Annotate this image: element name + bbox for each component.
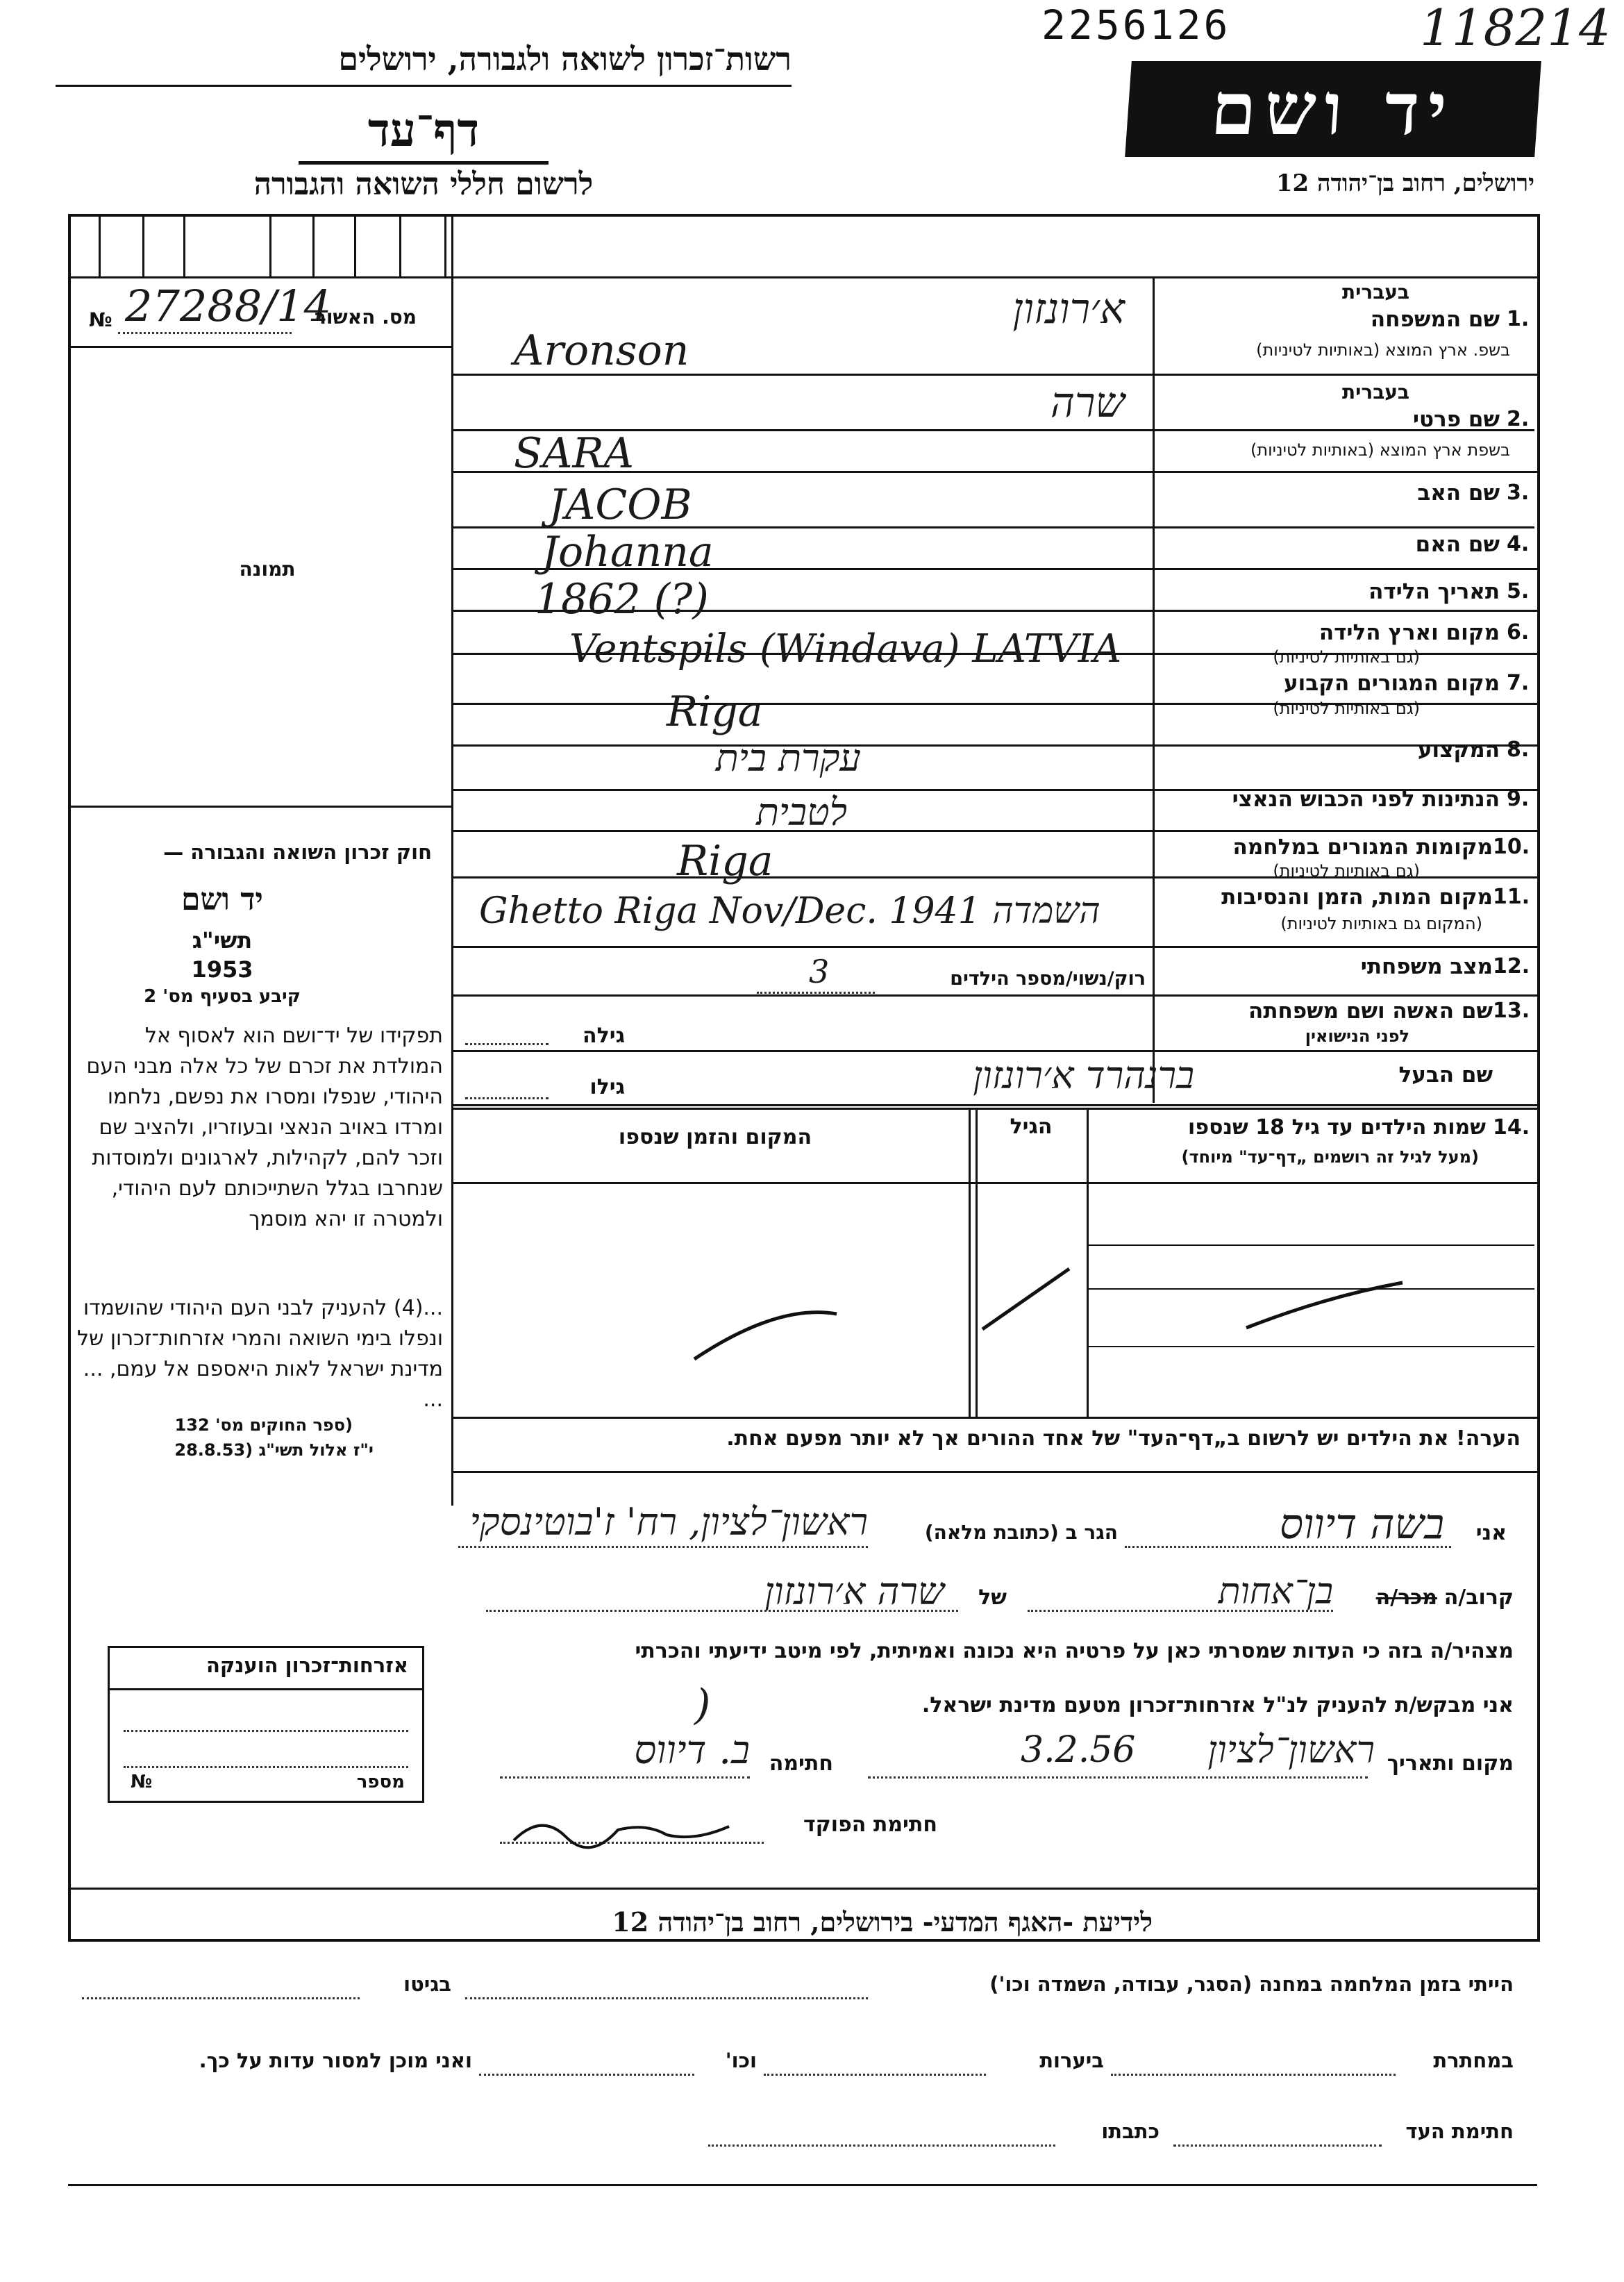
footer-line1-b: בגיטו xyxy=(403,1972,451,1996)
field-9-label: הנתינות לפני הכבוש הנאצי xyxy=(1232,787,1500,812)
children-title: שמות הילדים עד גיל 18 שנספו xyxy=(1188,1115,1486,1140)
footer-rule xyxy=(68,1888,1537,1890)
row-rule xyxy=(451,1104,1537,1106)
field-5-value: 1862 (?) xyxy=(535,575,709,624)
memorial-box-title: אזרחות־זכרון הוענקה xyxy=(206,1654,408,1677)
memorial-box-rule xyxy=(110,1688,422,1690)
officer-signature xyxy=(500,1799,764,1861)
decl-request: אני מבקש/ת להעניק לנ"ל אזרחות־זכרון מטעם מדינת ישראל. xyxy=(921,1693,1514,1717)
law-section: קיבע בסעיף מס' 2 xyxy=(144,986,301,1007)
footer-dots xyxy=(1173,2144,1382,2147)
field-8-label: המקצוע xyxy=(1417,738,1500,763)
handwritten-number: 118214 xyxy=(1420,0,1611,57)
decl-date-value: 3.2.56 xyxy=(1021,1729,1136,1771)
law-text: תפקידו של יד־ושם הוא לאסוף אל המולדת את זכרם של כל אלה מבני העם היהודי, שנפלו ומסרו את נפשם, נלחמו ומרדו באויב הנאצי ובעוזריו, ולהציב שם וזכר להם, לקהילות, לארגונים ולמוסדות שנחרבו בגלל השתייכותם לעם היהודי, ולמטרה זו יהא מוסמך xyxy=(86,1024,443,1231)
field-3-number: 3. xyxy=(1507,481,1530,505)
field-2-value-latin: SARA xyxy=(514,429,634,478)
field-6-number: 6. xyxy=(1507,620,1530,644)
footer-dots xyxy=(465,1997,868,1999)
law-title: חוק זכרון השואה והגבורה — xyxy=(163,840,432,864)
decl-i-value: בשה דיווס xyxy=(1279,1500,1444,1549)
decl-place-date-label: מקום ותאריך xyxy=(1387,1751,1514,1776)
footer-line2-b: ביערות xyxy=(1039,2049,1104,2072)
field-13-number: 13. xyxy=(1493,999,1530,1023)
law-ref-2: י"ז אלול תשי"ג (28.8.53 xyxy=(174,1440,374,1460)
footer-title: לידיעת -האגף המדעי- בירושלים, רחוב בן־יהודה 12 xyxy=(612,1906,1153,1938)
footer-line2-a: במחתרת xyxy=(1433,2049,1514,2072)
husband-age-dots xyxy=(465,1097,549,1099)
field-11-number: 11. xyxy=(1493,885,1530,909)
decl-of-label: של xyxy=(978,1585,1007,1610)
bottom-rule xyxy=(68,2184,1537,2186)
label-column-divider xyxy=(1153,276,1155,1103)
approval-value: 27288/14 xyxy=(125,281,332,331)
decl-of-value: שרה א׳רונזון xyxy=(764,1569,944,1613)
memorial-dots xyxy=(124,1730,408,1732)
header-rule xyxy=(56,85,792,87)
footer-line3-b: כתבתו xyxy=(1101,2119,1160,2143)
field-9-number: 9. xyxy=(1507,787,1530,811)
note: הערה! את הילדים יש לרשום ב„דף־העד" של אחד ההורים אך לא יותר מפעם אחת. xyxy=(726,1426,1521,1451)
field-2-number: 2. xyxy=(1507,407,1530,431)
children-subtitle: (מעל לגיל זה רושמים „דף־עד" מיוחד) xyxy=(1181,1147,1479,1167)
field-13-hint: לפני הנישואין xyxy=(1305,1026,1409,1046)
approval-label: מס. האשור xyxy=(315,306,417,328)
law-year: 1953 xyxy=(191,956,253,983)
field-1-value-hebrew: א׳רונזון xyxy=(1012,285,1125,333)
footer-line3-a: חתימת העד xyxy=(1405,2119,1514,2143)
field-4-label: שם האם xyxy=(1415,532,1500,557)
memorial-dots xyxy=(124,1766,408,1768)
decl-relative-struck: מכר/ה xyxy=(1375,1585,1437,1610)
top-cell-div xyxy=(399,214,401,276)
husband-age-label: גילו xyxy=(589,1075,625,1099)
top-cell-div xyxy=(99,214,101,276)
husband-label: שם הבעל xyxy=(1398,1063,1493,1088)
footer-line1-a: הייתי בזמן המלחמה במחנה (הסגר, עבודה, השמדה וכו') xyxy=(989,1972,1514,1996)
serial-number: 2256126 xyxy=(1041,1,1231,49)
approval-dots xyxy=(118,332,292,334)
row-rule xyxy=(451,1050,1537,1052)
field-1-value-latin: Aronson xyxy=(514,326,689,375)
children-header-top xyxy=(451,1108,1537,1110)
husband-value: ברנהרד א׳רונזון xyxy=(973,1053,1194,1097)
law-text-2: ...(4) להעניק לבני העם היהודי שהושמדו ונפלו בימי השואה והמרי אזרחות־זכרון של מדינת ישראל לאות היאספם אל עמם, ... ... xyxy=(77,1296,443,1412)
field-1-hint: בשפ. ארץ המוצא (באותיות לטיניות) xyxy=(1256,340,1510,360)
logo-text: יד ושם xyxy=(1208,66,1458,151)
wife-age-label: גילה xyxy=(583,1024,625,1048)
field-11-value: Ghetto Riga Nov/Dec. 1941 השמדה xyxy=(479,890,1100,932)
field-6-value: Ventspils (Windava) LATVIA xyxy=(569,626,1122,672)
top-cell-div xyxy=(312,214,315,276)
footer-line2-c: וכו' xyxy=(725,2049,757,2072)
row-rule xyxy=(451,946,1537,948)
header-address: ירושלים, רחוב בן־יהודה 12 xyxy=(1275,169,1534,197)
field-12-inline-label: רוק/נשוי/מספר הילדים xyxy=(950,968,1146,990)
approval-no-mark: № xyxy=(89,308,112,331)
children-col-place: המקום והזמן שנספו xyxy=(618,1125,812,1149)
field-4-number: 4. xyxy=(1507,532,1530,556)
decl-relative-label: קרוב/ה xyxy=(1443,1585,1514,1610)
decl-request-mark: ) xyxy=(694,1681,711,1729)
field-7-number: 7. xyxy=(1507,671,1530,695)
title-rule xyxy=(299,161,549,165)
decl-statement: מצהיר/ה בזה כי העדות שמסרתי כאן על פרטיה היא נכונה ואמיתית, לפי מיטב ידיעתי והכרתי xyxy=(635,1639,1514,1663)
law-year-hebrew: תשי"ג xyxy=(192,927,253,953)
memorial-box xyxy=(108,1646,424,1803)
field-11-label: מקום המות, הזמן והנסיבות xyxy=(1221,885,1493,910)
footer-dots xyxy=(479,2074,694,2076)
footer-line2-d: ואני מוכן למסור עדות על כך. xyxy=(199,2049,472,2072)
field-5-label: תאריך הלידה xyxy=(1368,579,1500,604)
field-11-hint: (המקום גם באותיות לטיניות) xyxy=(1280,914,1482,933)
field-12-value: 3 xyxy=(809,953,830,990)
field-6-hint: (גם באותיות לטיניות) xyxy=(1273,647,1420,667)
footer-dots xyxy=(708,2144,1055,2147)
decl-residing-value: ראשון־לציון, רח' ז'בוטינסקי xyxy=(469,1500,868,1544)
decl-i-label: אני xyxy=(1475,1521,1507,1545)
memorial-number-label: מספר xyxy=(356,1772,405,1792)
footer-dots xyxy=(82,1997,360,1999)
form-subtitle: לרשום חללי השואה והגבורה xyxy=(253,167,594,202)
field-12-dots xyxy=(757,992,875,994)
field-1-label: שם המשפחה xyxy=(1370,307,1500,332)
field-5-number: 5. xyxy=(1507,579,1530,603)
law-name: יד ושם xyxy=(181,882,263,917)
photo-label: תמונה xyxy=(239,558,296,581)
field-10-label: מקומות המגורים במלחמה xyxy=(1232,835,1493,860)
field-6-label: מקום וארץ הלידה xyxy=(1319,620,1500,645)
law-ref-1: (ספר החוקים מס' 132 xyxy=(174,1415,353,1435)
row-rule xyxy=(451,994,1537,997)
field-3-value: JACOB xyxy=(549,481,692,529)
decl-relation-value: בן־אחות xyxy=(1218,1571,1333,1613)
field-8-number: 8. xyxy=(1507,738,1530,762)
decl-signature-value: ב. דיווס xyxy=(634,1728,750,1773)
row-rule xyxy=(451,830,1537,832)
top-cell-div xyxy=(183,214,185,276)
children-cancel-strokes xyxy=(451,1182,1534,1417)
top-cell-div xyxy=(142,214,144,276)
field-2-hint-top: בעברית xyxy=(1341,381,1409,403)
decl-relation-dots xyxy=(1028,1610,1333,1612)
field-10-value: Riga xyxy=(677,837,773,885)
field-2-label: שם פרטי xyxy=(1412,407,1500,432)
field-12-label: מצב משפחתי xyxy=(1360,954,1493,979)
children-number: 14. xyxy=(1493,1115,1530,1140)
decl-of-dots xyxy=(486,1610,958,1612)
field-4-value: Johanna xyxy=(542,528,714,576)
top-row-bottom xyxy=(68,276,1537,278)
field-1-hint-top: בעברית xyxy=(1341,281,1409,303)
footer-dots xyxy=(764,2074,986,2076)
photo-rule xyxy=(68,806,451,808)
decl-place-dots xyxy=(868,1776,1368,1779)
decl-signature-label: חתימה xyxy=(769,1751,833,1776)
field-9-value: לטבית xyxy=(756,790,847,834)
authority-name: רשות־זכרון לשואה ולגבורה, ירושלים xyxy=(338,40,792,78)
field-1-number: 1. xyxy=(1507,307,1530,331)
decl-officer-label: חתימת הפוקד xyxy=(803,1813,937,1837)
field-2-hint: בשפת ארץ המוצא (באותיות לטיניות) xyxy=(1250,440,1510,460)
form-title: דף־עד xyxy=(367,103,480,157)
decl-residing-dots xyxy=(458,1546,868,1548)
field-7-hint: (גם באותיות לטיניות) xyxy=(1273,699,1420,718)
children-col-age: הגיל xyxy=(1010,1115,1053,1139)
field-7-value: Riga xyxy=(667,688,763,736)
top-cell-div xyxy=(444,214,446,276)
note-rule xyxy=(451,1471,1537,1473)
field-12-number: 12. xyxy=(1493,954,1530,978)
memorial-number-mark: № xyxy=(131,1772,153,1792)
field-10-number: 10. xyxy=(1493,835,1530,859)
decl-residing-label: הגר ב (כתובת מלאה) xyxy=(924,1521,1118,1544)
footer-dots xyxy=(1111,2074,1396,2076)
field-10-hint: (גם באותיות לטיניות) xyxy=(1273,861,1420,881)
field-2-value-hebrew: שרה xyxy=(1050,378,1125,427)
top-cell-div xyxy=(354,214,356,276)
children-table-bottom xyxy=(451,1417,1537,1419)
decl-place-value: ראשון־לציון xyxy=(1207,1728,1375,1772)
field-7-label: מקום המגורים הקבוע xyxy=(1284,671,1500,696)
field-8-value: עקרת בית xyxy=(715,736,861,780)
field-3-label: שם האב xyxy=(1417,481,1500,506)
decl-signature-dots xyxy=(500,1776,750,1779)
decl-i-dots xyxy=(1125,1546,1451,1548)
logo xyxy=(1125,61,1541,157)
approval-rule xyxy=(68,346,451,348)
field-13-label: שם האשה ושם משפחתה xyxy=(1248,999,1493,1024)
top-cell-div xyxy=(269,214,271,276)
wife-age-dots xyxy=(465,1043,549,1045)
